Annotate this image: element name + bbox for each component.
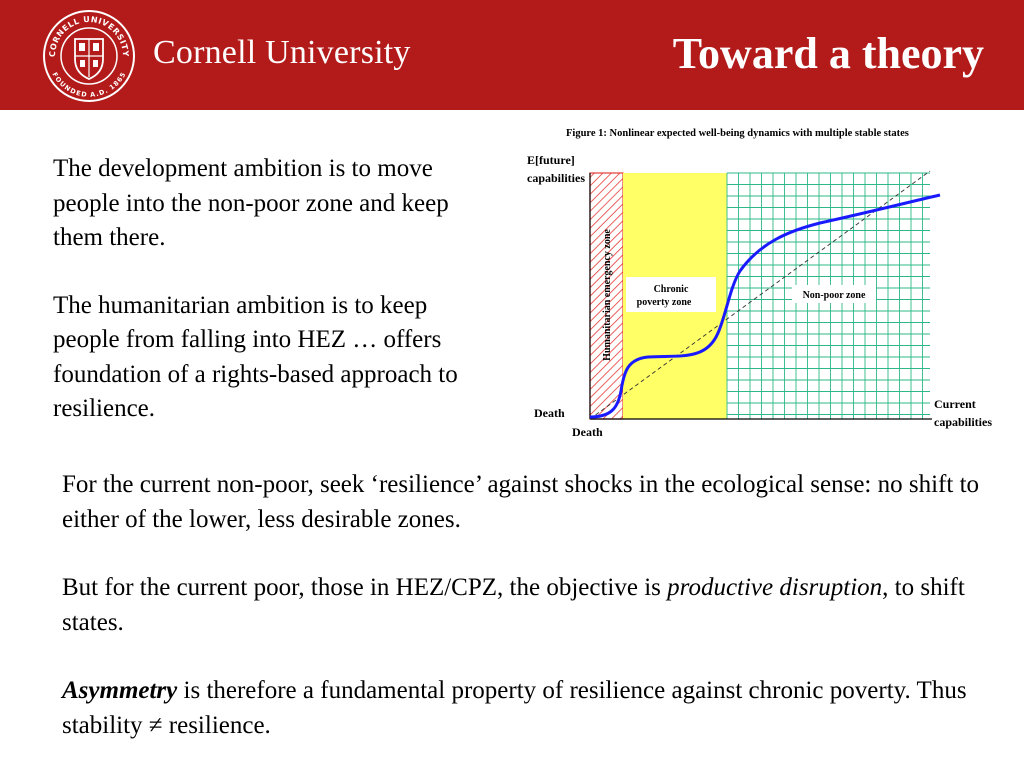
productive-disruption-emphasis: productive disruption — [667, 574, 883, 601]
cpz-zone-label-line1: Chronic — [653, 284, 689, 295]
y-axis-label-line1: E[future] — [527, 153, 575, 167]
wellbeing-dynamics-figure — [520, 145, 1020, 445]
p2-after: , to shift states. — [62, 574, 965, 636]
x-axis-label-line2: capabilities — [934, 415, 993, 429]
left-text-block — [53, 152, 498, 460]
p3-rest: is therefore a fundamental property of resilience against chronic poverty. Thus stability ≠ resilience. — [62, 677, 967, 739]
asymmetry-emphasis: Asymmetry — [62, 677, 178, 704]
cornell-seal-icon — [42, 9, 136, 103]
header-bar — [0, 0, 1024, 110]
productive-disruption-text — [62, 571, 1002, 640]
non-poor-resilience-text: For the current non-poor, seek ‘resilience’ against shocks in the ecological sense: no shift to either of the lower, less desirable zones. — [62, 471, 980, 533]
lower-text-block — [62, 468, 1002, 777]
y-axis-label-line2: capabilities — [527, 171, 586, 185]
figure-caption: Figure 1: Nonlinear expected well-being dynamics with multiple stable states — [566, 128, 909, 139]
y-death-label: Death — [534, 406, 565, 420]
humanitarian-ambition-text: The humanitarian ambition is to keep people from falling into HEZ … offers foundation of a rights-based approach to resilience. — [53, 291, 458, 422]
development-ambition-text: The development ambition is to move people into the non-poor zone and keep them there. — [53, 155, 449, 251]
seal-top-text: CORNELL UNIVERSITY — [47, 14, 131, 58]
page-title: Toward a theory — [672, 29, 984, 78]
cpz-zone-label-line2: poverty zone — [636, 297, 692, 308]
brand-wordmark: Cornell University — [153, 34, 411, 71]
x-death-label: Death — [572, 425, 603, 439]
seal-bottom-text: FOUNDED A.D. 1865 — [50, 70, 128, 99]
np-zone-label: Non-poor zone — [802, 290, 866, 301]
p2-before: But for the current poor, those in HEZ/CPZ, the objective is — [62, 574, 668, 601]
hez-zone-label: Humanitarian emergency zone — [602, 229, 613, 361]
x-axis-label-line1: Current — [934, 397, 976, 411]
asymmetry-text — [62, 674, 1002, 743]
